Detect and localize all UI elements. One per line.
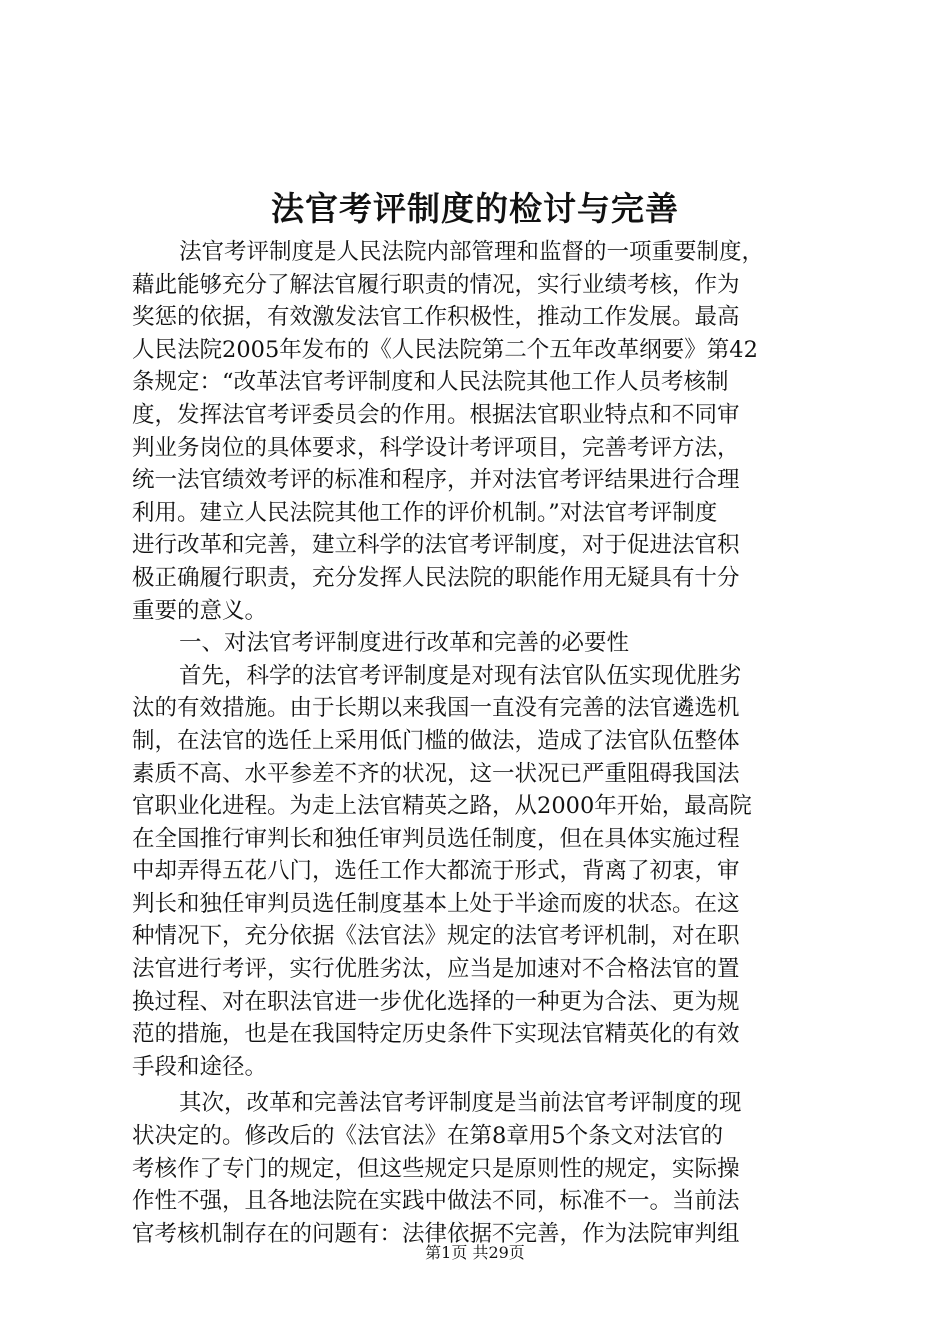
text-line: 藉此能够充分了解法官履行职责的情况，实行业绩考核，作为 bbox=[132, 271, 740, 298]
text-line: 范的措施，也是在我国特定历史条件下实现法官精英化的有效 bbox=[132, 1021, 740, 1048]
text-line: 考核作了专门的规定，但这些规定只是原则性的规定，实际操 bbox=[132, 1155, 740, 1182]
text-line: 利用。建立人民法院其他工作的评价机制。”对法官考评制度 bbox=[132, 499, 718, 526]
text-line: 统一法官绩效考评的标准和程序，并对法官考评结果进行合理 bbox=[132, 467, 740, 494]
document-title: 法官考评制度的检讨与完善 bbox=[271, 189, 679, 228]
text-line: 汰的有效措施。由于长期以来我国一直没有完善的法官遴选机 bbox=[132, 695, 740, 722]
text-line: 人民法院2005年发布的《人民法院第二个五年改革纲要》第42 bbox=[132, 336, 758, 363]
text-line: 其次，改革和完善法官考评制度是当前法官考评制度的现 bbox=[179, 1090, 742, 1117]
text-line: 官考核机制存在的问题有：法律依据不完善，作为法院审判组 bbox=[132, 1220, 740, 1247]
text-line: 素质不高、水平参差不齐的状况，这一状况已严重阻碍我国法 bbox=[132, 760, 740, 787]
text-line: 重要的意义。 bbox=[132, 597, 268, 624]
document-body bbox=[132, 236, 832, 1250]
text-line: 换过程、对在职法官进一步优化选择的一种更为合法、更为规 bbox=[132, 988, 740, 1015]
text-line: 极正确履行职责，充分发挥人民法院的职能作用无疑具有十分 bbox=[132, 564, 740, 591]
text-line: 手段和途径。 bbox=[132, 1053, 268, 1080]
text-line: 度，发挥法官考评委员会的作用。根据法官职业特点和不同审 bbox=[132, 401, 740, 428]
text-line: 条规定：“改革法官考评制度和人民法院其他工作人员考核制 bbox=[132, 369, 729, 396]
text-line: 状决定的。修改后的《法官法》在第8章用5个条文对法官的 bbox=[132, 1123, 724, 1150]
text-line: 进行改革和完善，建立科学的法官考评制度，对于促进法官积 bbox=[132, 532, 740, 559]
text-line: 判长和独任审判员选任制度基本上处于半途而废的状态。在这 bbox=[132, 890, 740, 917]
text-line: 法官考评制度是人民法院内部管理和监督的一项重要制度， bbox=[179, 239, 765, 265]
page-number-footer: 第1页 共29页 bbox=[425, 1243, 525, 1262]
text-line: 种情况下，充分依据《法官法》规定的法官考评机制，对在职 bbox=[132, 923, 740, 950]
text-line: 奖惩的依据，有效激发法官工作积极性，推动工作发展。最高 bbox=[132, 304, 740, 331]
text-line: 中却弄得五花八门，选任工作大都流于形式，背离了初衷，审 bbox=[132, 858, 740, 885]
text-line: 法官进行考评，实行优胜劣汰，应当是加速对不合格法官的置 bbox=[132, 956, 740, 983]
text-line: 制，在法官的选任上采用低门槛的做法，造成了法官队伍整体 bbox=[132, 727, 740, 754]
text-line: 作性不强，且各地法院在实践中做法不同，标准不一。当前法 bbox=[132, 1188, 740, 1215]
text-line: 判业务岗位的具体要求，科学设计考评项目，完善考评方法， bbox=[132, 434, 740, 461]
section-heading: 一、对法官考评制度进行改革和完善的必要性 bbox=[179, 630, 630, 657]
text-line: 在全国推行审判长和独任审判员选任制度，但在具体实施过程 bbox=[132, 825, 740, 852]
text-line: 官职业化进程。为走上法官精英之路，从2000年开始，最高院 bbox=[132, 793, 752, 820]
text-line: 首先，科学的法官考评制度是对现有法官队伍实现优胜劣 bbox=[179, 662, 742, 689]
